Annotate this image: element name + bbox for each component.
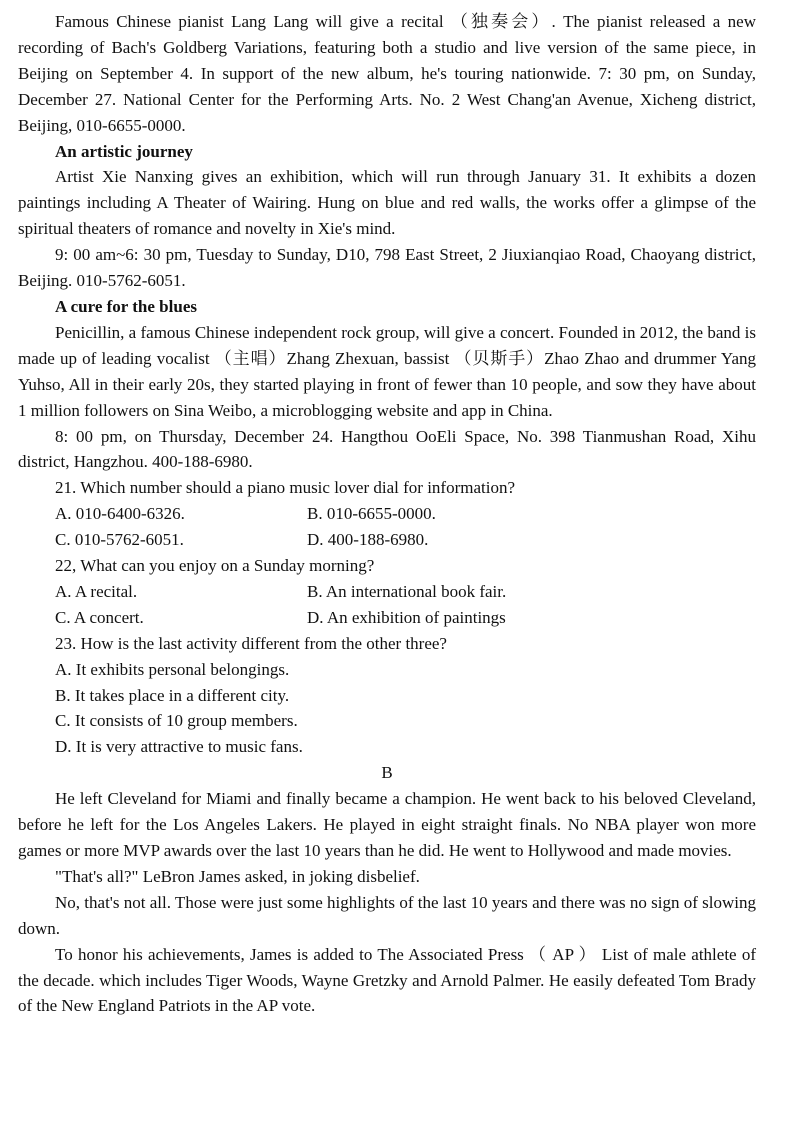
cure-for-blues-details: 8: 00 pm, on Thursday, December 24. Hangthou OoEli Space, No. 398 Tianmushan Road, Xihu district, Hangzhou. 400-188-6980. xyxy=(18,426,756,472)
question-22: 22, What can you enjoy on a Sunday morning? xyxy=(55,556,375,576)
question-21-options-row-1 xyxy=(18,501,756,527)
section-b-paragraph-2: "That's all?" LeBron James asked, in joking disbelief. xyxy=(55,866,420,886)
question-22-option-a: A. A recital. xyxy=(55,581,138,601)
question-21-option-c: C. 010-5762-6051. xyxy=(55,530,184,550)
section-b-paragraph-3: No, that's not all. Those were just some highlights of the last 10 years and there was no sign of slowing down. xyxy=(18,892,756,938)
lang-lang-paragraph: Famous Chinese pianist Lang Lang will give a recital （独奏会）. The pianist released a new recording of Bach's Goldberg Variations, featuring both a studio and live version of the same piece, in Beijing on September 4. In support of the new album, he's touring nationwide. 7: 30 pm, on Sunday, December 27. National Center for the Performing Arts. No. 2 West Chang'an Avenue, Xicheng district, Beijing, 010-6655-0000. xyxy=(18,12,756,135)
question-22-option-b: B. An international book fair. xyxy=(307,581,507,601)
question-22-option-c: C. A concert. xyxy=(55,607,144,627)
question-23-option-a: A. It exhibits personal belongings. xyxy=(55,659,290,679)
artistic-journey-description: Artist Xie Nanxing gives an exhibition, which will run through January 31. It exhibits a dozen paintings including A Theater of Wairing. Hung on blue and red walls, the works offer a glimpse of the spiritual theaters of romance and novelty in Xie's mind. xyxy=(18,167,756,239)
question-21-option-a: A. 010-6400-6326. xyxy=(55,504,185,524)
artistic-journey-heading: An artistic journey xyxy=(55,141,193,161)
question-23-option-c: C. It consists of 10 group members. xyxy=(55,711,298,731)
exam-page xyxy=(18,9,756,1019)
question-22-options-row-1 xyxy=(18,579,756,605)
question-22-option-d: D. An exhibition of paintings xyxy=(307,607,506,627)
section-b-paragraph-1: He left Cleveland for Miami and finally became a champion. He went back to his beloved Cleveland, before he left for the Los Angeles Lakers. He played in eight straight finals. No NBA player won more games or more MVP awards over the last 10 years than he did. He went to Hollywood and made movies. xyxy=(18,789,756,860)
question-23: 23. How is the last activity different from the other three? xyxy=(55,633,447,653)
question-23-option-d: D. It is very attractive to music fans. xyxy=(55,737,303,757)
question-21: 21. Which number should a piano music lover dial for information? xyxy=(55,478,515,498)
question-21-options-row-2 xyxy=(18,527,756,553)
question-22-options-row-2 xyxy=(18,605,756,631)
question-21-option-d: D. 400-188-6980. xyxy=(307,530,429,550)
question-23-option-b: B. It takes place in a different city. xyxy=(55,685,290,705)
section-b-label: B xyxy=(381,763,393,783)
question-21-option-b: B. 010-6655-0000. xyxy=(307,504,436,524)
cure-for-blues-heading: A cure for the blues xyxy=(55,296,197,316)
artistic-journey-details: 9: 00 am~6: 30 pm, Tuesday to Sunday, D10, 798 East Street, 2 Jiuxianqiao Road, Chaoyang district, Beijing. 010-5762-6051. xyxy=(18,245,756,291)
cure-for-blues-description: Penicillin, a famous Chinese independent rock group, will give a concert. Founded in 2012, the band is made up of leading vocalist （主唱）Zhang Zhexuan, bassist （贝斯手）Zhao Zhao and drummer Yang Yuhso, All in their early 20s, they started playing in front of fewer than 10 people, and sow they have about 1 million followers on Sina Weibo, a microblogging website and app in China. xyxy=(18,322,756,420)
section-b-paragraph-4: To honor his achievements, James is added to The Associated Press （ AP ） List of male athlete of the decade. which includes Tiger Woods, Wayne Gretzky and Arnold Palmer. He easily defeated Tom Brady of the New England Patriots in the AP vote. xyxy=(18,944,756,1016)
